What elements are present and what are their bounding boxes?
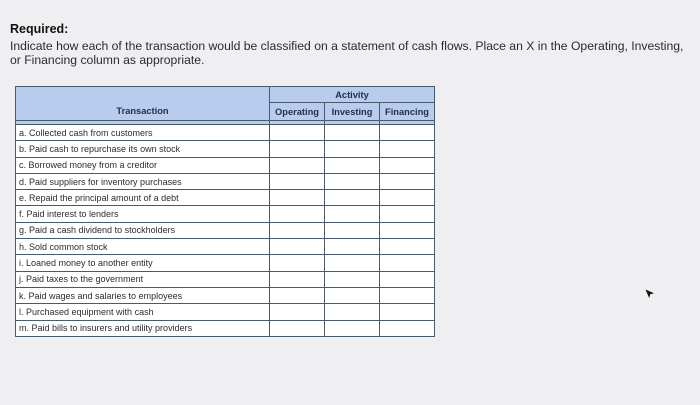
operating-input-cell[interactable] [270,141,325,157]
financing-input-cell[interactable] [380,304,435,320]
transaction-label: l. Purchased equipment with cash [16,304,270,320]
investing-header: Investing [325,103,380,121]
transaction-label: g. Paid a cash dividend to stockholders [16,222,270,238]
transaction-label: c. Borrowed money from a creditor [16,157,270,173]
transaction-label: a. Collected cash from customers [16,125,270,141]
activity-header: Activity [270,87,435,103]
operating-input-cell[interactable] [270,125,325,141]
transaction-header: Transaction [16,103,270,121]
header-blank-cell [16,87,270,103]
investing-input-cell[interactable] [325,239,380,255]
transaction-row [16,173,435,189]
financing-input-cell[interactable] [380,141,435,157]
investing-input-cell[interactable] [325,222,380,238]
transaction-row [16,206,435,222]
investing-input-cell[interactable] [325,125,380,141]
transaction-row [16,271,435,287]
transaction-rows [16,125,435,337]
operating-input-cell[interactable] [270,320,325,336]
operating-input-cell[interactable] [270,173,325,189]
operating-input-cell[interactable] [270,157,325,173]
operating-input-cell[interactable] [270,206,325,222]
transaction-row [16,125,435,141]
financing-input-cell[interactable] [380,255,435,271]
transaction-row [16,239,435,255]
operating-input-cell[interactable] [270,255,325,271]
operating-header: Operating [270,103,325,121]
classification-grid [15,86,435,337]
operating-input-cell[interactable] [270,239,325,255]
investing-input-cell[interactable] [325,287,380,303]
transaction-row [16,190,435,206]
required-heading: Required: [10,22,69,36]
investing-input-cell[interactable] [325,320,380,336]
transaction-row [16,255,435,271]
transaction-label: j. Paid taxes to the government [16,271,270,287]
investing-input-cell[interactable] [325,304,380,320]
instructions-text: Indicate how each of the transaction would be classified on a statement of cash flows. Place an X in the Operating, Investing, or Financing column as appropriate. [10,39,684,67]
financing-input-cell[interactable] [380,206,435,222]
transaction-label: m. Paid bills to insurers and utility providers [16,320,270,336]
transaction-label: b. Paid cash to repurchase its own stock [16,141,270,157]
transaction-label: h. Sold common stock [16,239,270,255]
mouse-pointer-icon [645,289,655,299]
transaction-label: i. Loaned money to another entity [16,255,270,271]
financing-input-cell[interactable] [380,320,435,336]
financing-input-cell[interactable] [380,157,435,173]
investing-input-cell[interactable] [325,157,380,173]
transaction-row [16,222,435,238]
operating-input-cell[interactable] [270,287,325,303]
financing-header: Financing [380,103,435,121]
investing-input-cell[interactable] [325,271,380,287]
investing-input-cell[interactable] [325,141,380,157]
transaction-row [16,141,435,157]
financing-input-cell[interactable] [380,125,435,141]
investing-input-cell[interactable] [325,190,380,206]
transaction-label: d. Paid suppliers for inventory purchases [16,173,270,189]
investing-input-cell[interactable] [325,206,380,222]
transaction-row [16,157,435,173]
transaction-label: k. Paid wages and salaries to employees [16,287,270,303]
operating-input-cell[interactable] [270,271,325,287]
transaction-row [16,287,435,303]
financing-input-cell[interactable] [380,190,435,206]
investing-input-cell[interactable] [325,255,380,271]
transaction-label: f. Paid interest to lenders [16,206,270,222]
operating-input-cell[interactable] [270,304,325,320]
transaction-label: e. Repaid the principal amount of a debt [16,190,270,206]
financing-input-cell[interactable] [380,287,435,303]
operating-input-cell[interactable] [270,222,325,238]
investing-input-cell[interactable] [325,173,380,189]
financing-input-cell[interactable] [380,239,435,255]
cash-flow-classification-table [15,86,434,337]
financing-input-cell[interactable] [380,173,435,189]
operating-input-cell[interactable] [270,190,325,206]
financing-input-cell[interactable] [380,222,435,238]
transaction-row [16,320,435,336]
transaction-row [16,304,435,320]
financing-input-cell[interactable] [380,271,435,287]
